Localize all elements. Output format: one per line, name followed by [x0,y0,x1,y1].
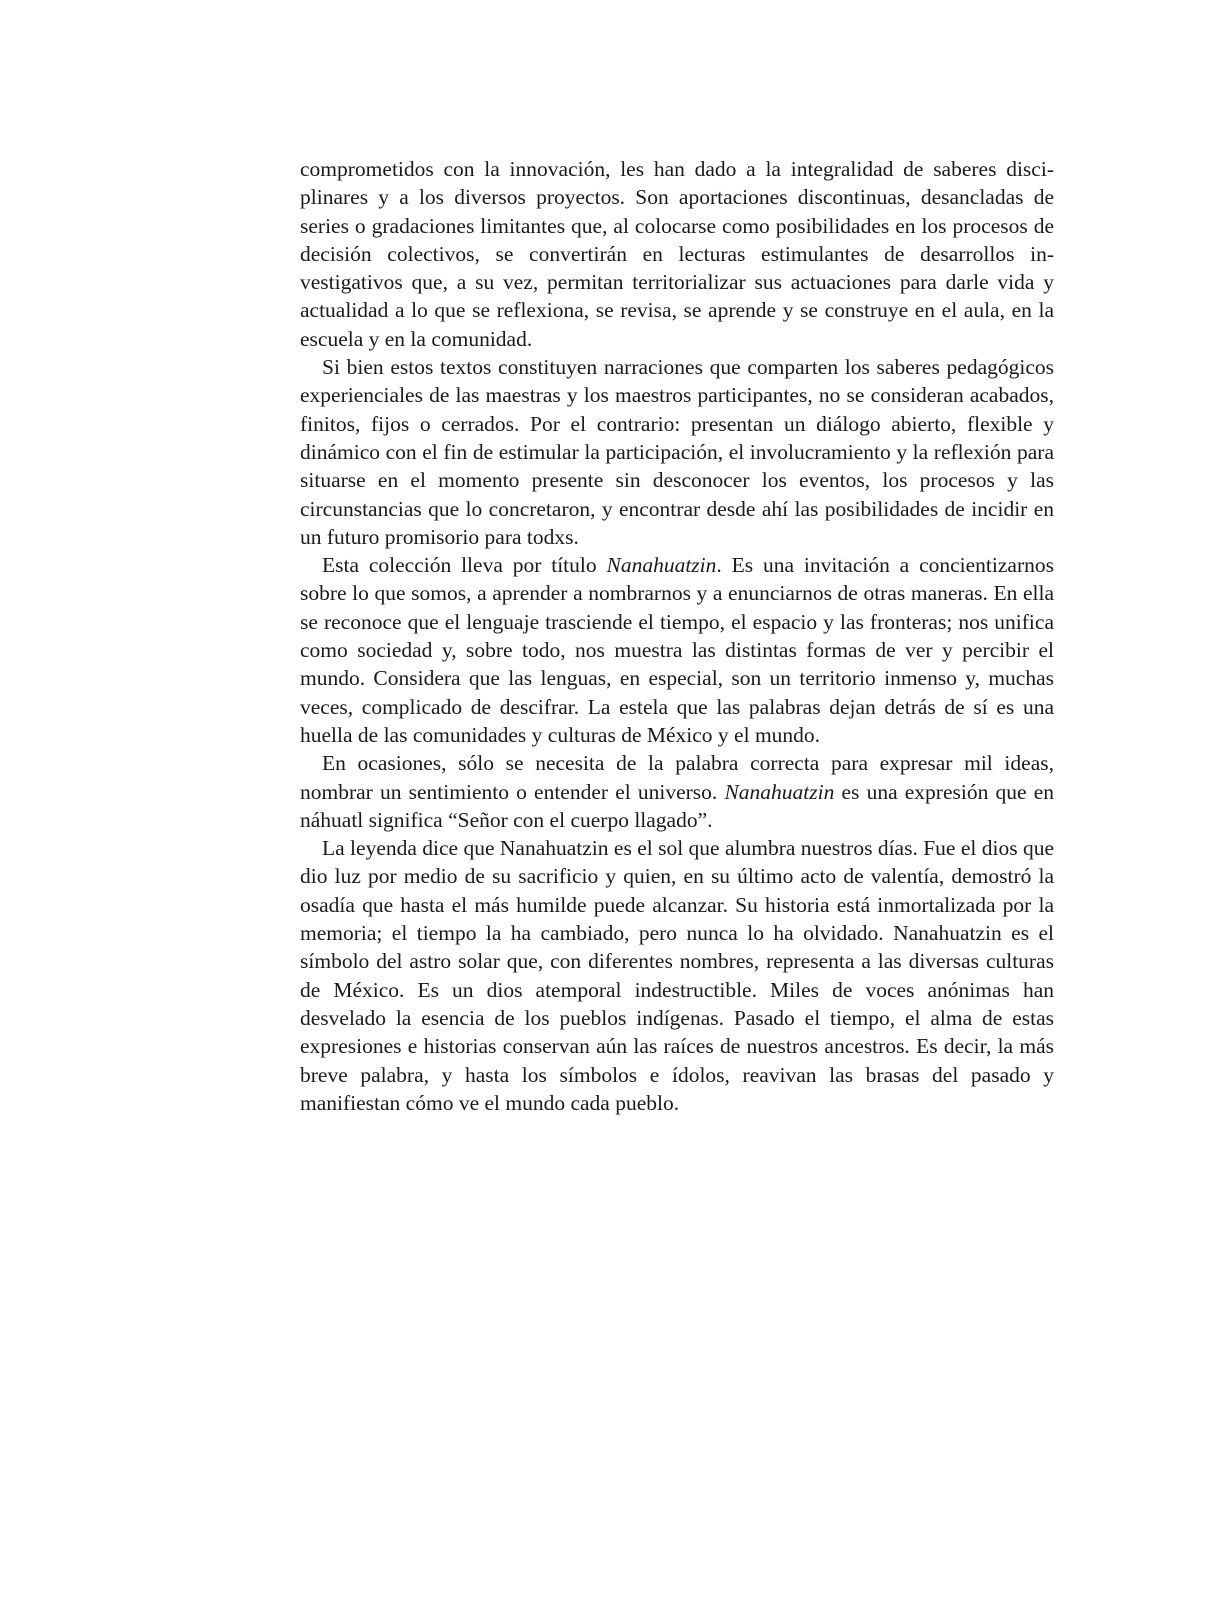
body-text [300,155,1054,1117]
paragraph-5-text: La leyenda dice que Nanahuatzin es el sol que alumbra nuestros días. Fue el dios que dio luz por medio de su sacrificio y quien, en su último acto de valentía, demostró la osadía que hasta el más humilde puede alcanzar. Su historia está inmortalizada por la memoria; el tiempo la ha cambiado, pero nunca lo ha olvidado. Nanahuatzin es el símbolo del astro solar que, con diferentes nombres, representa a las diversas culturas de México. Es un dios atemporal indestructible. Miles de voces anónimas han desvelado la esencia de los pueblos indígenas. Pasado el tiempo, el alma de estas expresiones e historias conservan aún las raíces de nuestros ancestros. Es decir, la más breve palabra, y hasta los símbolos e ídolos, reavivan las brasas del pasado y manifiestan cómo ve el mundo cada pueblo. [300,836,1054,1115]
paragraph-2-text: Si bien estos textos constituyen narraciones que comparten los saberes pedagógicos experienciales de las maestras y los maestros participantes, no se consideran acabados, finitos, fijos o cerrados. Por el contrario: presentan un diálogo abierto, flexible y dinámico con el fin de estimular la participación, el involucramiento y la reflexión para situarse en el momento presente sin desconocer los eventos, los procesos y las circunstancias que lo concretaron, y encontrar desde ahí las posibilidades de incidir en un futuro promisorio para todxs. [300,355,1054,549]
paragraph-3-text-b: . Es una invitación a concientizarnos sobre lo que somos, a aprender a nombrarnos y a enunciarnos de otras maneras. En ella se reconoce que el lenguaje trasciende el tiempo, el espacio y las fronteras; nos unifica como sociedad y, sobre todo, nos muestra las distintas formas de ver y percibir el mundo. Considera que las lenguas, en especial, son un territorio inmenso y, muchas veces, complicado de descifrar. La estela que las palabras dejan detrás de sí es una huella de las comunidades y culturas de México y el mundo. [300,553,1054,747]
paragraph-3 [300,551,1054,749]
nanahuatzin-italic: Nanahuatzin [724,779,835,804]
paragraph-4 [300,749,1054,834]
paragraph-2 [300,353,1054,551]
paragraph-4-text-b: es una expresión que en náhuatl significa “Señor con el cuerpo llagado”. [300,779,1054,832]
collection-title-italic: Nanahuatzin [606,553,717,578]
paragraph-1 [300,155,1054,353]
paragraph-4-text-a: En ocasiones, sólo se necesita de la palabra correcta para expresar mil ideas, nombrar un sentimiento o entender el universo. [300,751,1054,804]
paragraph-5 [300,834,1054,1117]
paragraph-3-text-a: Esta colección lleva por título [322,553,607,578]
paragraph-1-text: comprometidos con la innovación, les han dado a la integralidad de saberes disciplinares y a los diversos proyectos. Son aportaciones discontinuas, desancladas de series o gradaciones limitantes que, al colocarse como posibilidades en los procesos de decisión colectivos, se convertirán en lecturas estimulantes de desarrollos investigativos que, a su vez, permitan territorializar sus actuaciones para darle vida y actualidad a lo que se reflexiona, se revisa, se aprende y se construye en el aula, en la escuela y en la comunidad. [300,157,1054,351]
